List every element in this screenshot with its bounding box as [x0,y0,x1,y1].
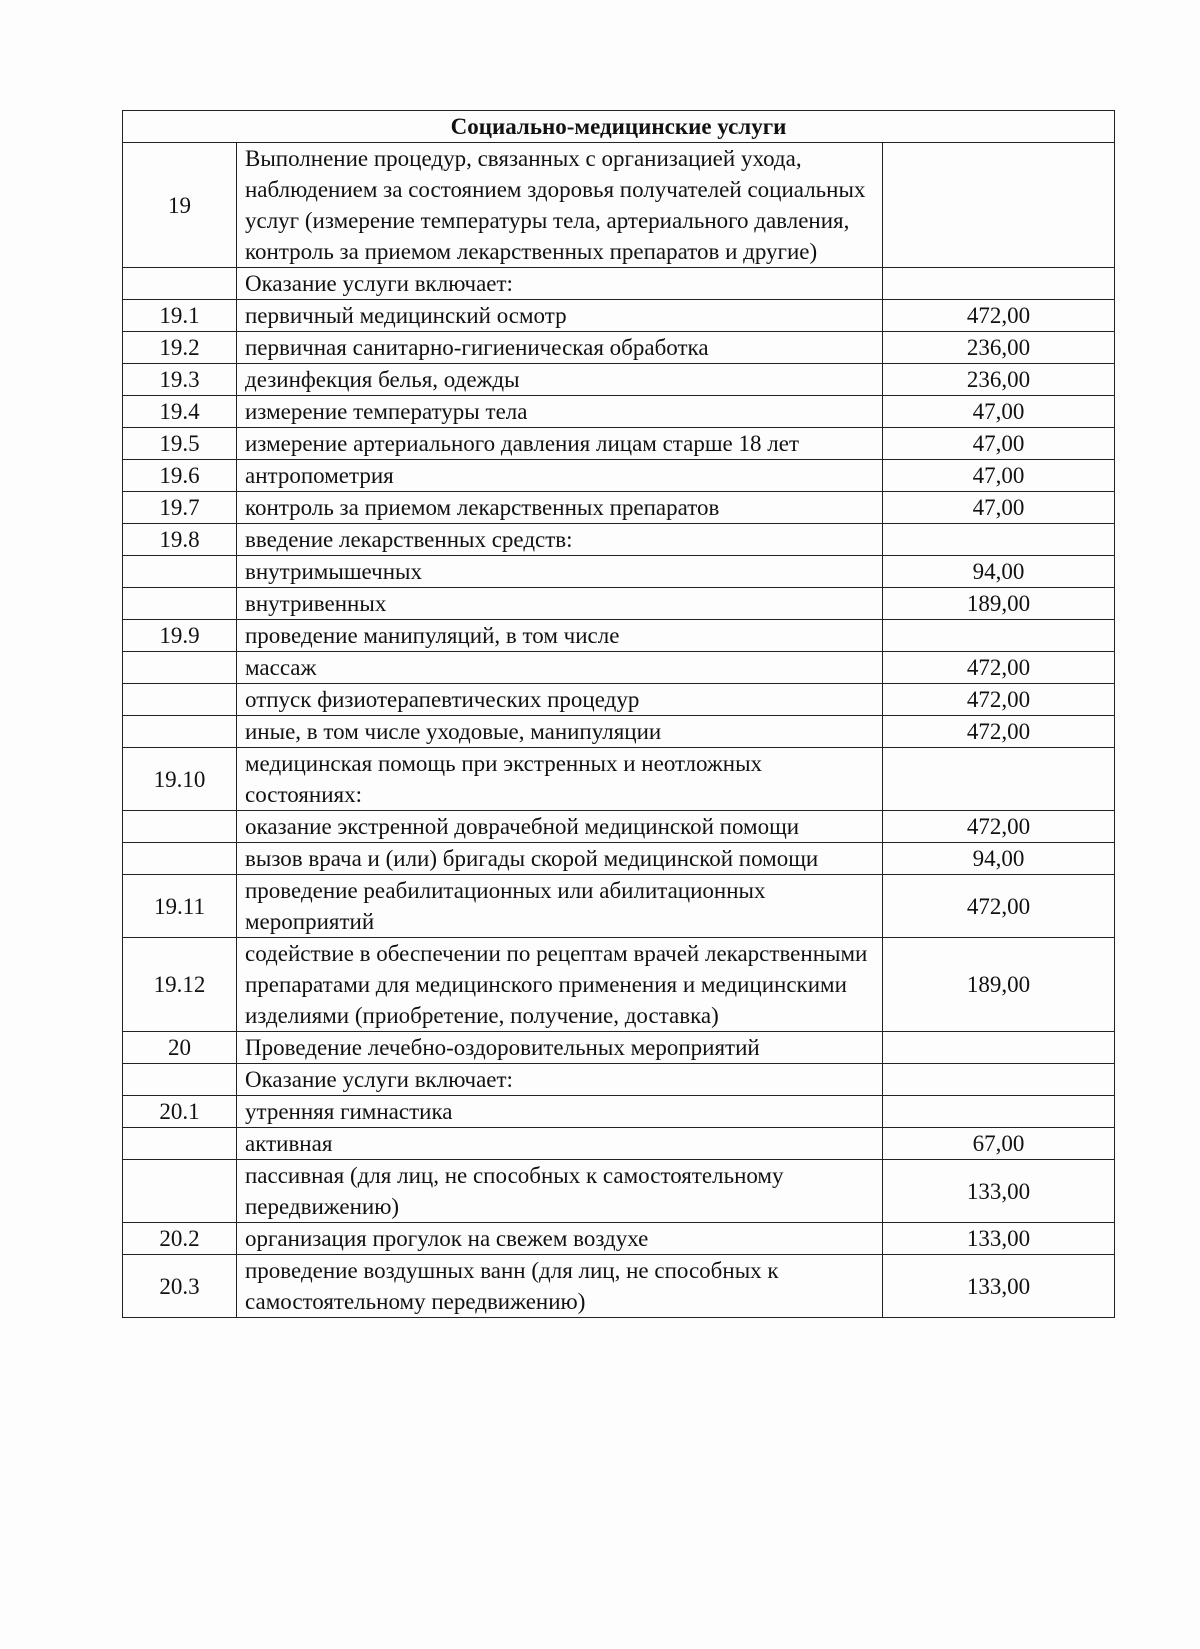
service-name: измерение температуры тела [237,396,883,428]
table-row [123,332,1115,364]
service-name: утренняя гимнастика [237,1096,883,1128]
row-number: 19 [123,143,237,268]
row-number: 19.9 [123,620,237,652]
service-price: 47,00 [883,396,1115,428]
row-number: 19.10 [123,748,237,811]
service-price [883,1032,1115,1064]
table-row [123,364,1115,396]
row-number: 19.4 [123,396,237,428]
row-number: 19.8 [123,524,237,556]
row-number [123,268,237,300]
service-price [883,143,1115,268]
service-price: 472,00 [883,811,1115,843]
service-price: 67,00 [883,1128,1115,1160]
service-price [883,524,1115,556]
service-price: 236,00 [883,332,1115,364]
service-price: 189,00 [883,938,1115,1032]
row-number [123,843,237,875]
table-row [123,1160,1115,1223]
table-row [123,684,1115,716]
service-name: Оказание услуги включает: [237,268,883,300]
service-name: проведение воздушных ванн (для лиц, не способных к самостоятельному передвижению) [237,1255,883,1318]
row-number [123,588,237,620]
row-number [123,1064,237,1096]
table-row [123,811,1115,843]
row-number: 19.5 [123,428,237,460]
service-price: 472,00 [883,684,1115,716]
service-price: 472,00 [883,300,1115,332]
row-number: 20 [123,1032,237,1064]
service-name: массаж [237,652,883,684]
row-number [123,716,237,748]
service-price: 133,00 [883,1223,1115,1255]
table-row [123,556,1115,588]
services-table-body [123,111,1115,1318]
table-row [123,620,1115,652]
service-name: содействие в обеспечении по рецептам врачей лекарственными препаратами для медицинского применения и медицинскими изделиями (приобретение, получение, доставка) [237,938,883,1032]
service-name: первичная санитарно-гигиеническая обработка [237,332,883,364]
row-number: 20.2 [123,1223,237,1255]
service-price: 472,00 [883,652,1115,684]
service-price: 472,00 [883,716,1115,748]
service-name: внутривенных [237,588,883,620]
table-row [123,843,1115,875]
row-number: 20.1 [123,1096,237,1128]
service-price: 94,00 [883,556,1115,588]
service-name: активная [237,1128,883,1160]
row-number [123,556,237,588]
table-row [123,143,1115,268]
table-row [123,1032,1115,1064]
table-row [123,1223,1115,1255]
table-row [123,1064,1115,1096]
row-number: 19.1 [123,300,237,332]
service-name: контроль за приемом лекарственных препаратов [237,492,883,524]
table-row [123,875,1115,938]
row-number [123,652,237,684]
service-price: 47,00 [883,492,1115,524]
table-row [123,460,1115,492]
service-name: вызов врача и (или) бригады скорой медицинской помощи [237,843,883,875]
table-row [123,396,1115,428]
table-section-title: Социально-медицинские услуги [123,111,1115,143]
services-table [122,110,1115,1318]
table-row [123,268,1115,300]
service-price [883,1064,1115,1096]
service-name: проведение манипуляций, в том числе [237,620,883,652]
service-name: дезинфекция белья, одежды [237,364,883,396]
row-number: 19.11 [123,875,237,938]
table-row [123,748,1115,811]
service-name: пассивная (для лиц, не способных к самостоятельному передвижению) [237,1160,883,1223]
table-row [123,938,1115,1032]
row-number [123,811,237,843]
service-price [883,268,1115,300]
service-price [883,620,1115,652]
service-name: введение лекарственных средств: [237,524,883,556]
table-row [123,1096,1115,1128]
table-row [123,1128,1115,1160]
service-name: медицинская помощь при экстренных и неотложных состояниях: [237,748,883,811]
service-name: первичный медицинский осмотр [237,300,883,332]
row-number: 19.3 [123,364,237,396]
service-name: измерение артериального давления лицам старше 18 лет [237,428,883,460]
table-row [123,492,1115,524]
service-name: иные, в том числе уходовые, манипуляции [237,716,883,748]
service-name: отпуск физиотерапевтических процедур [237,684,883,716]
service-price: 94,00 [883,843,1115,875]
row-number: 20.3 [123,1255,237,1318]
row-number: 19.2 [123,332,237,364]
service-name: организация прогулок на свежем воздухе [237,1223,883,1255]
service-name: проведение реабилитационных или абилитационных мероприятий [237,875,883,938]
service-price: 189,00 [883,588,1115,620]
service-price [883,748,1115,811]
service-price: 47,00 [883,460,1115,492]
service-name: антропометрия [237,460,883,492]
table-row [123,300,1115,332]
row-number [123,1160,237,1223]
row-number: 19.6 [123,460,237,492]
service-name: Оказание услуги включает: [237,1064,883,1096]
table-row [123,716,1115,748]
service-price [883,1096,1115,1128]
table-header-row [123,111,1115,143]
row-number [123,1128,237,1160]
service-price: 133,00 [883,1255,1115,1318]
service-price: 236,00 [883,364,1115,396]
table-row [123,652,1115,684]
table-row [123,524,1115,556]
row-number: 19.12 [123,938,237,1032]
table-row [123,1255,1115,1318]
table-row [123,588,1115,620]
service-price: 133,00 [883,1160,1115,1223]
service-name: оказание экстренной доврачебной медицинской помощи [237,811,883,843]
service-name: Проведение лечебно-оздоровительных мероприятий [237,1032,883,1064]
row-number [123,684,237,716]
service-price: 47,00 [883,428,1115,460]
service-name: внутримышечных [237,556,883,588]
table-row [123,428,1115,460]
service-price: 472,00 [883,875,1115,938]
row-number: 19.7 [123,492,237,524]
service-name: Выполнение процедур, связанных с организацией ухода, наблюдением за состоянием здоровья получателей социальных услуг (измерение температуры тела, артериального давления, контроль за приемом лекарственных препаратов и другие) [237,143,883,268]
